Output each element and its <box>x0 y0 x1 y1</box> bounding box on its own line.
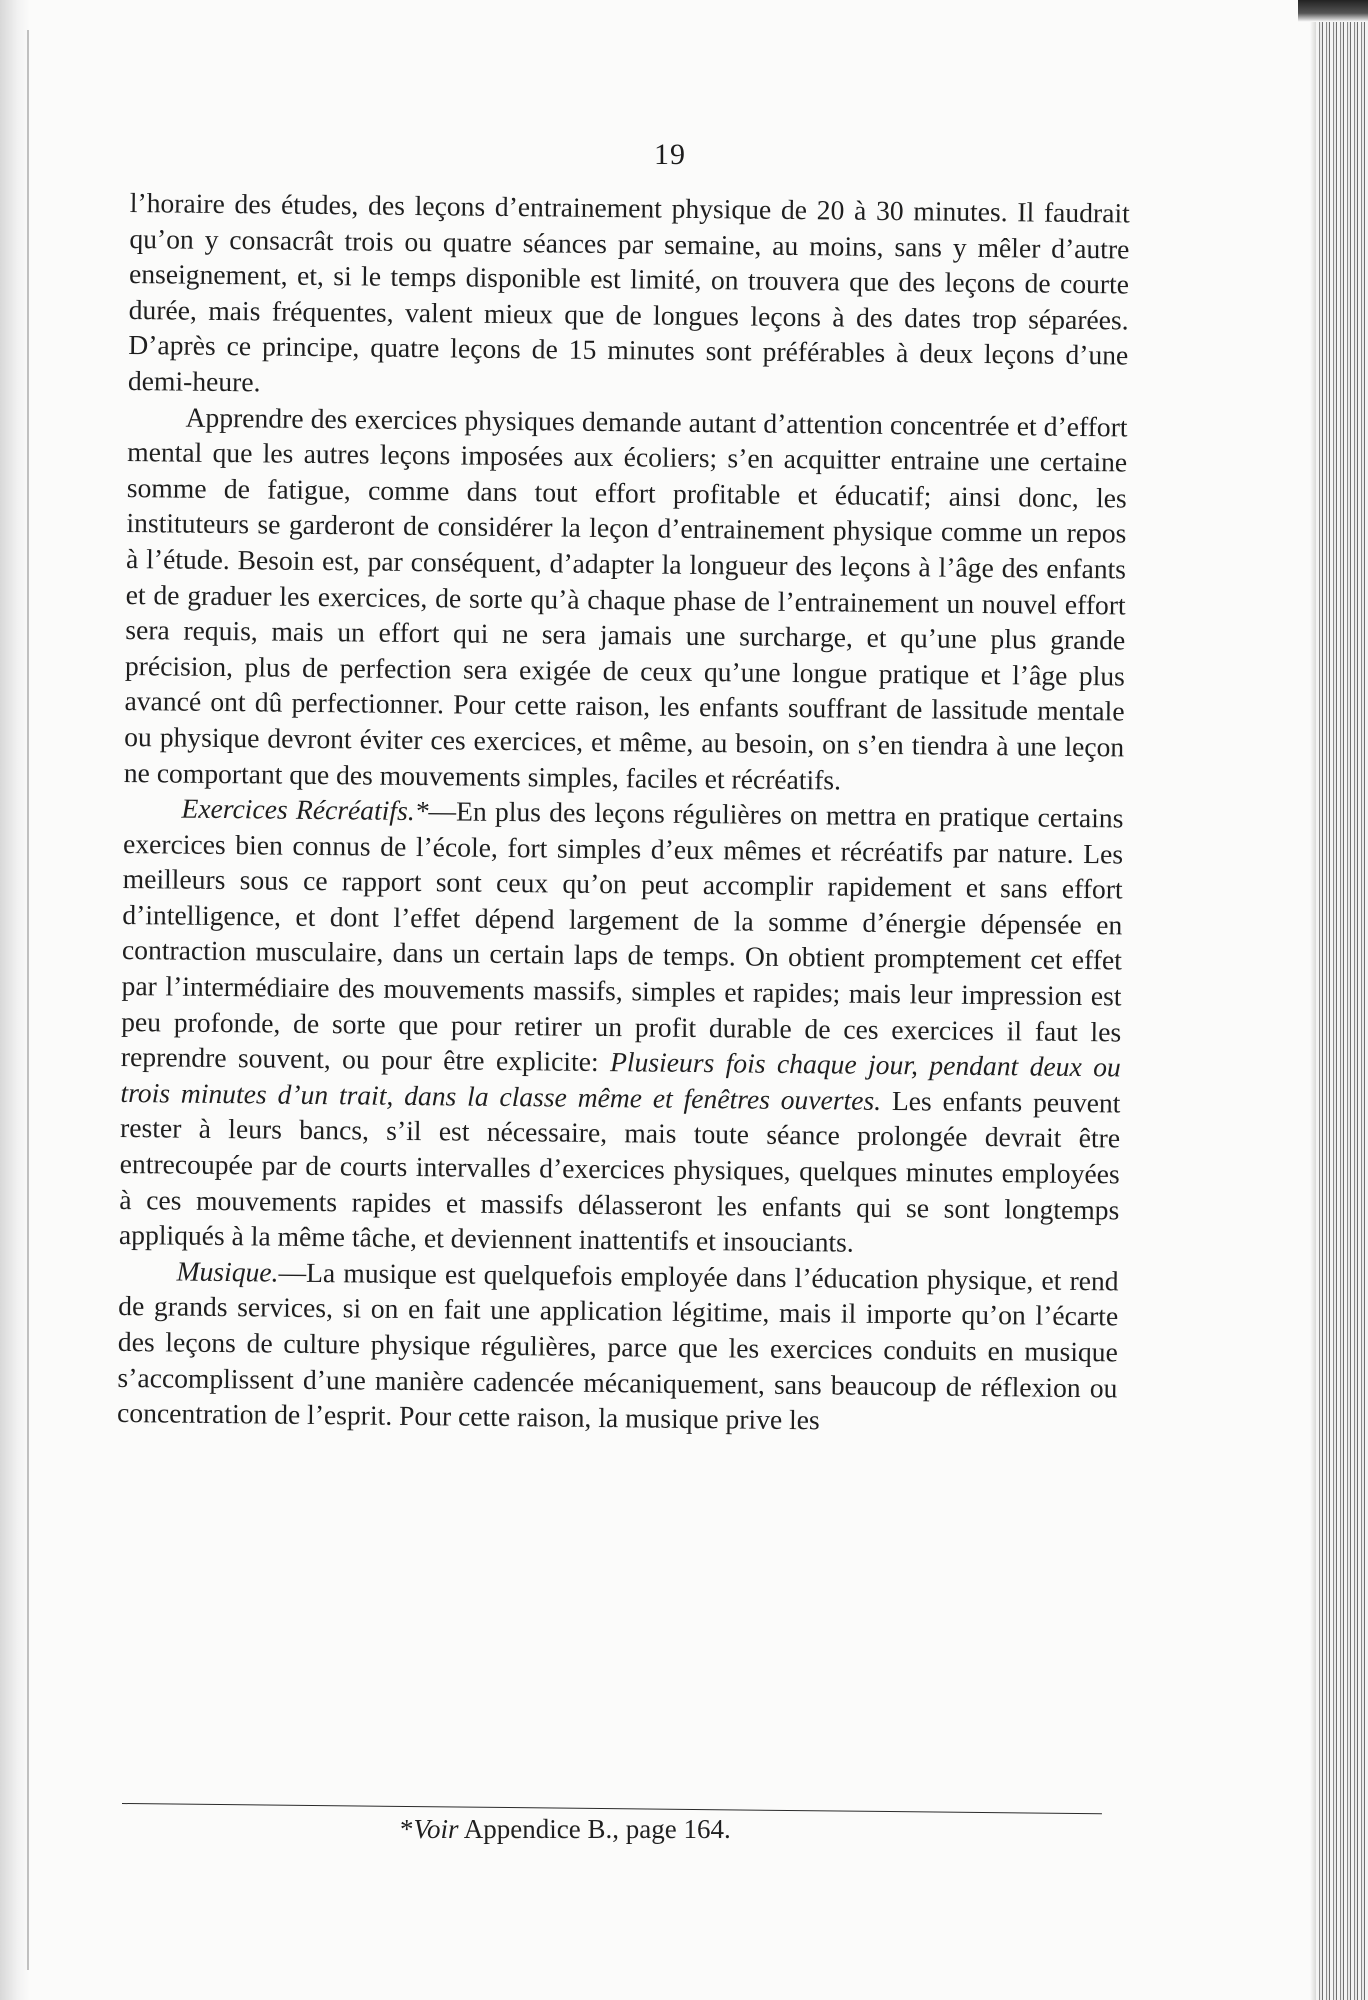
paragraph-1: l’horaire des études, des leçons d’entrainement physique de 20 à 30 minutes. Il faudrait qu’on y consacrât trois ou quatre séances par semaine, au moins, sans y mêler d’autre enseignement, et, si le temps disponible est limité, on trouvera que des leçons de courte durée, mais fréquentes, valent mieux que de longues leçons à des dates trop séparées. D’après ce principe, quatre leçons de 15 minutes sont préférables à deux leçons d’une demi-heure. <box>127 186 1130 398</box>
section-heading-musique: Musique. <box>176 1255 279 1288</box>
body-text <box>117 185 1130 1441</box>
paragraph-3-text: —En plus des leçons régulières on mettra en pratique certains exercices bien connus de l’école, fort simples d’eux mêmes et récréatifs par nature. Les meilleurs sous ce rapport sont ceux qu’on peut accomplir rapidement et sans effort d’intelligence, et dont l’effet dépend largement de la somme d’énergie dépensée en contraction musculaire, dans un certain laps de temps. On obtient promptement cet effet par l’intermédiaire des mouvements massifs, simples et rapides; mais leur impression est peu profonde, de sorte que pour retirer un profit durable de ces exercices il faut les reprendre souvent, ou pour être explicite: <box>120 795 1124 1078</box>
gutter-line <box>27 30 29 1970</box>
footnote-marker: * <box>400 1814 414 1844</box>
footnote-text: Appendice B., page 164. <box>458 1814 731 1844</box>
paragraph-3 <box>119 790 1124 1263</box>
paragraph-4-text: —La musique est quelquefois employée dans l’éducation physique, et rend de grands services, si on en fait une application légitime, mais il importe qu’on l’écarte des leçons de culture physique régulières, parce que les exercices conduits en musique s’accomplissent d’une manière cadencée mécaniquement, sans beaucoup de réflexion ou concentration de l’esprit. Pour cette raison, la musique prive les <box>116 1256 1119 1436</box>
paragraph-3-text-end: Les enfants peuvent rester à leurs bancs, s’il est nécessaire, mais toute séance prolongée devrait être entrecoupée par de courts intervalles d’exercices physiques, quelques minutes employées à ces mouvements rapides et massifs délasseront les enfants qui se sont longtemps appliqués à la même tâche, et deviennent inattentifs et insouciants. <box>118 1084 1121 1258</box>
footnote-voir: Voir <box>413 1814 459 1844</box>
paragraph-2: Apprendre des exercices physiques demande autant d’attention concentrée et d’effort mental que les autres leçons imposées aux écoliers; s’en acquitter entraine une certaine somme de fatigue, comme dans tout effort profitable et éducatif; ainsi donc, les instituteurs se garderont de considérer la leçon d’entrainement physique comme un repos à l’étude. Besoin est, par conséquent, d’adapter la longueur des leçons à l’âge des enfants et de graduer les exercices, de sorte qu’à chaque phase de l’entrainement un nouvel effort sera requis, mais un effort qui ne sera jamais une surcharge, et qu’une plus grande précision, plus de perfection sera exigée de ceux qu’une longue pratique et l’âge plus avancé ont dû perfectionner. Pour cette raison, les enfants souffrant de lassitude mentale ou physique devront éviter ces exercices, et même, au besoin, on s’en tiendra à une leçon ne comportant que des mouvements simples, faciles et récréatifs. <box>123 401 1128 795</box>
page-stack-edge <box>1316 0 1368 2000</box>
paragraph-3-emphasis: Plusieurs fois chaque jour, pendant deux ou trois minutes d’un trait, dans la classe même et fenêtres ouvertes. <box>120 1046 1121 1116</box>
section-heading-exercices-recreatifs: Exercices Récréatifs.* <box>181 792 429 827</box>
page-number: 19 <box>654 138 686 171</box>
page-stack-top <box>1298 0 1368 22</box>
book-gutter <box>0 0 30 2000</box>
paragraph-4 <box>117 1253 1119 1441</box>
footnote <box>400 1814 900 1845</box>
